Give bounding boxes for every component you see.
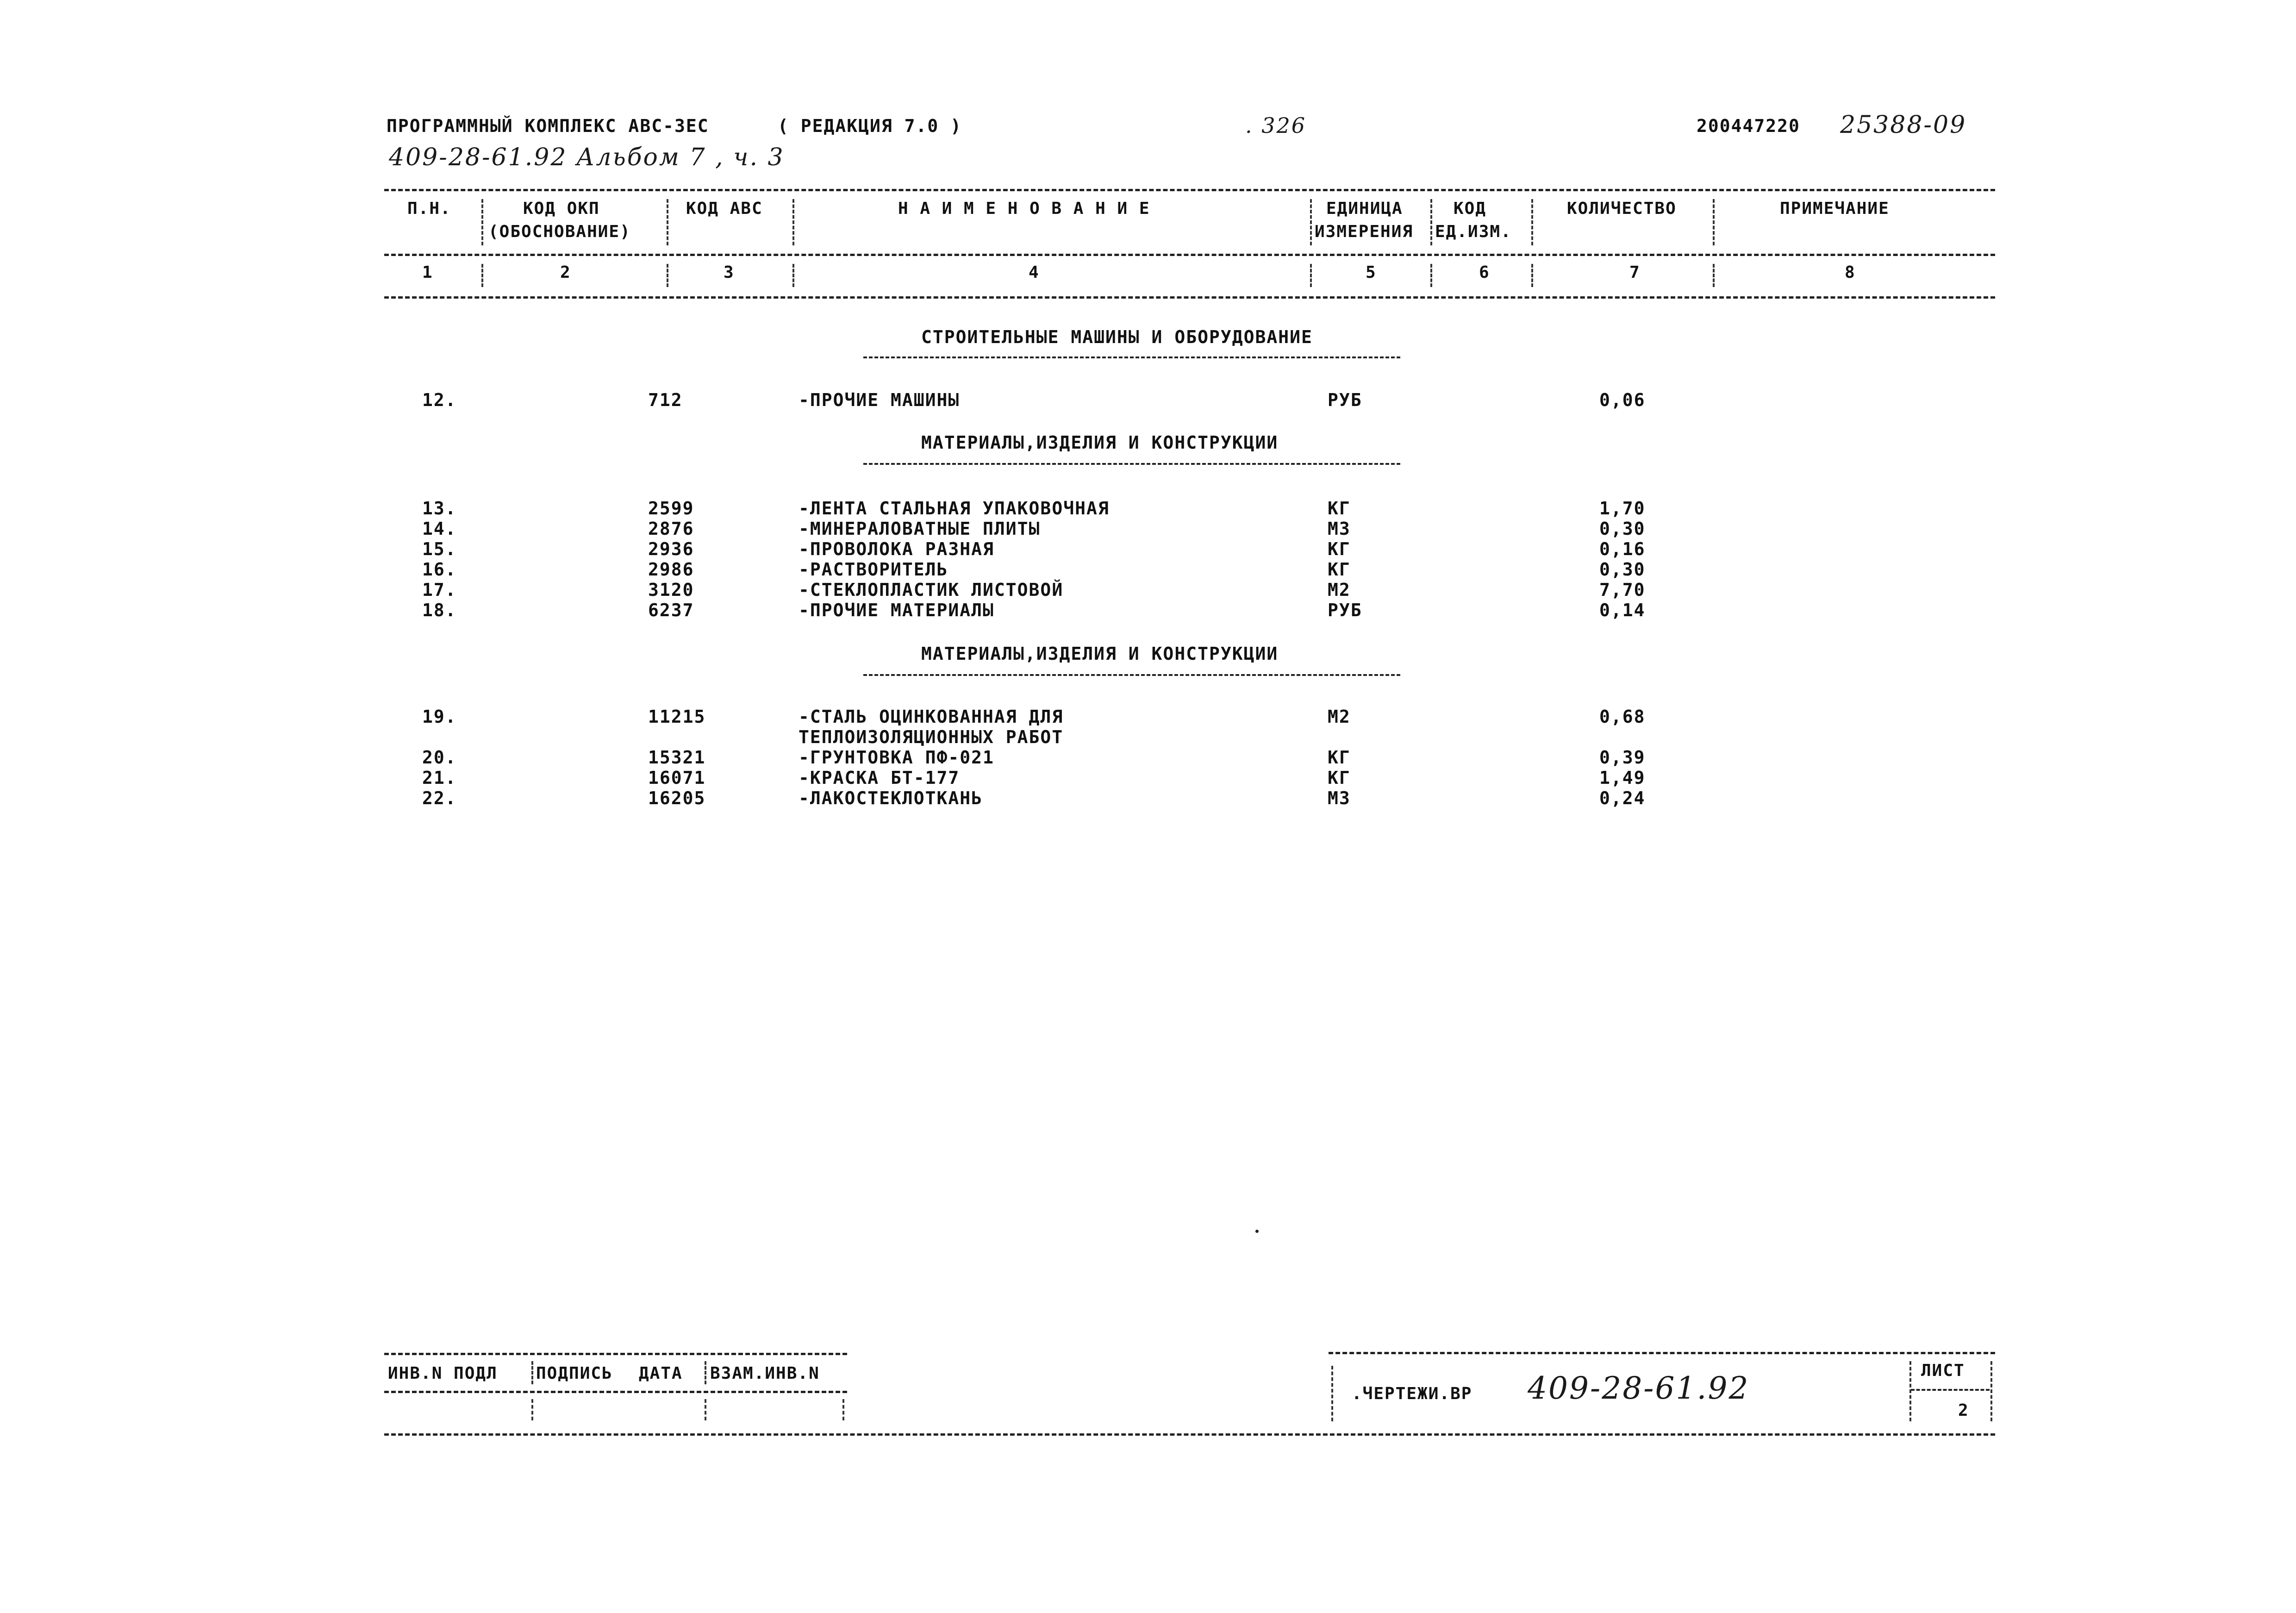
col-header-note: ПРИМЕЧАНИЕ <box>1780 199 1890 218</box>
row-pn: 21. <box>422 768 457 788</box>
row-abc-code: 6237 <box>648 600 694 620</box>
row-name: -ГРУНТОВКА ПФ-021 <box>799 747 994 768</box>
col-header-quantity: КОЛИЧЕСТВО <box>1567 199 1677 218</box>
row-abc-code: 2599 <box>648 498 694 519</box>
col-number: 8 <box>1845 263 1856 282</box>
row-unit: М2 <box>1328 580 1351 600</box>
col-separator <box>667 264 668 287</box>
stamp-rule-bottom <box>384 1433 1995 1436</box>
row-name: -ЛАКОСТЕКЛОТКАНЬ <box>799 788 983 808</box>
stamp-separator <box>531 1361 533 1384</box>
stamp-separator <box>531 1399 533 1420</box>
row-abc-code: 11215 <box>648 706 706 727</box>
row-pn: 13. <box>422 498 457 519</box>
row-name: -СТЕКЛОПЛАСТИК ЛИСТОВОЙ <box>799 580 1064 600</box>
stamp-drawings-label: .ЧЕРТЕЖИ.ВР <box>1352 1384 1472 1403</box>
header-rule-top <box>384 189 1995 191</box>
stamp-sheet-label: ЛИСТ <box>1921 1361 1965 1380</box>
scan-dot <box>1255 1230 1259 1233</box>
row-unit: М3 <box>1328 788 1351 808</box>
page-number: . 326 <box>1245 113 1307 138</box>
stamp-rule <box>384 1391 847 1393</box>
section-underline <box>863 674 1400 676</box>
section-title: МАТЕРИАЛЫ,ИЗДЕЛИЯ И КОНСТРУКЦИИ <box>921 432 1279 453</box>
row-pn: 17. <box>422 580 457 600</box>
row-quantity: 0,14 <box>1599 600 1646 620</box>
col-header-unit: ЕДИНИЦА <box>1326 199 1403 218</box>
section-title: СТРОИТЕЛЬНЫЕ МАШИНЫ И ОБОРУДОВАНИЕ <box>921 327 1313 347</box>
col-number: 5 <box>1366 263 1377 282</box>
row-unit: М3 <box>1328 519 1351 539</box>
col-header-unit-code: КОД <box>1454 199 1487 218</box>
stamp-label-inv-orig: ИНВ.N ПОДЛ <box>388 1364 498 1383</box>
row-pn: 22. <box>422 788 457 808</box>
col-number: 2 <box>560 263 571 282</box>
album-note-handwritten: 409-28-61.92 Альбом 7 , ч. 3 <box>389 144 785 171</box>
col-separator <box>481 264 483 287</box>
document-code: 200447220 <box>1697 116 1800 136</box>
row-unit: КГ <box>1328 539 1351 559</box>
stamp-separator <box>842 1399 844 1420</box>
col-separator <box>792 264 794 287</box>
row-abc-code: 2986 <box>648 559 694 580</box>
row-quantity: 0,24 <box>1599 788 1646 808</box>
row-pn: 18. <box>422 600 457 620</box>
col-header-abc-code: КОД АВС <box>686 199 763 218</box>
col-separator <box>1310 199 1312 245</box>
row-name-continuation: ТЕПЛОИЗОЛЯЦИОННЫХ РАБОТ <box>799 727 1064 747</box>
row-name: -КРАСКА БТ-177 <box>799 768 960 788</box>
row-pn: 14. <box>422 519 457 539</box>
stamp-label-replaced-inv: ВЗАМ.ИНВ.N <box>710 1364 820 1383</box>
row-name: -РАСТВОРИТЕЛЬ <box>799 559 948 580</box>
row-pn: 12. <box>422 390 457 410</box>
row-name: -ПРОЧИЕ МАШИНЫ <box>799 390 960 410</box>
col-separator <box>792 199 794 245</box>
row-quantity: 0,06 <box>1599 390 1646 410</box>
col-number: 7 <box>1629 263 1641 282</box>
row-quantity: 0,30 <box>1599 559 1646 580</box>
col-separator <box>1713 264 1715 287</box>
col-number: 1 <box>422 263 433 282</box>
col-separator <box>1713 199 1715 245</box>
row-pn: 15. <box>422 539 457 559</box>
row-quantity: 7,70 <box>1599 580 1646 600</box>
program-title: ПРОГРАММНЫЙ КОМПЛЕКС АВС-3ЕС <box>387 116 709 136</box>
row-unit: КГ <box>1328 768 1351 788</box>
col-header-okp-basis: (ОБОСНОВАНИЕ) <box>488 222 631 241</box>
row-unit: М2 <box>1328 706 1351 727</box>
document-code-handwritten: 25388-09 <box>1840 111 1967 139</box>
row-unit: КГ <box>1328 559 1351 580</box>
row-quantity: 0,68 <box>1599 706 1646 727</box>
col-separator <box>1430 199 1432 245</box>
row-unit: КГ <box>1328 747 1351 768</box>
row-pn: 19. <box>422 706 457 727</box>
stamp-separator <box>1990 1361 1992 1421</box>
stamp-separator <box>705 1361 706 1384</box>
row-name: -МИНЕРАЛОВАТНЫЕ ПЛИТЫ <box>799 519 1041 539</box>
section-underline <box>863 463 1400 465</box>
stamp-label-signature: ПОДПИСЬ <box>536 1364 613 1383</box>
row-name: -СТАЛЬ ОЦИНКОВАННАЯ ДЛЯ <box>799 706 1064 727</box>
col-separator <box>1430 264 1432 287</box>
header-rule-bottom <box>384 296 1995 299</box>
stamp-drawings-code-handwritten: 409-28-61.92 <box>1528 1370 1750 1406</box>
row-unit: РУБ <box>1328 600 1362 620</box>
stamp-rule <box>384 1353 847 1355</box>
col-separator <box>667 199 668 245</box>
row-abc-code: 712 <box>648 390 683 410</box>
row-unit: РУБ <box>1328 390 1362 410</box>
row-abc-code: 3120 <box>648 580 694 600</box>
col-header-unit-code-measure: ЕД.ИЗМ. <box>1435 222 1512 241</box>
row-quantity: 1,49 <box>1599 768 1646 788</box>
edition-label: ( РЕДАКЦИЯ 7.0 ) <box>778 116 962 136</box>
stamp-label-date: ДАТА <box>639 1364 683 1383</box>
stamp-sheet-number: 2 <box>1958 1401 1969 1420</box>
row-name: -ПРОВОЛОКА РАЗНАЯ <box>799 539 994 559</box>
col-separator <box>1531 199 1533 245</box>
row-quantity: 1,70 <box>1599 498 1646 519</box>
row-pn: 20. <box>422 747 457 768</box>
col-header-unit-measure: ИЗМЕРЕНИЯ <box>1315 222 1414 241</box>
col-header-okp: КОД ОКП <box>523 199 600 218</box>
row-quantity: 0,39 <box>1599 747 1646 768</box>
col-separator <box>1310 264 1312 287</box>
row-quantity: 0,30 <box>1599 519 1646 539</box>
row-pn: 16. <box>422 559 457 580</box>
col-header-name: Н А И М Е Н О В А Н И Е <box>898 199 1150 218</box>
col-number: 6 <box>1479 263 1490 282</box>
col-number: 4 <box>1029 263 1040 282</box>
col-separator <box>481 199 483 245</box>
row-name: -ЛЕНТА СТАЛЬНАЯ УПАКОВОЧНАЯ <box>799 498 1110 519</box>
row-abc-code: 16071 <box>648 768 706 788</box>
section-underline <box>863 356 1400 358</box>
stamp-separator <box>1909 1361 1911 1421</box>
header-rule-middle <box>384 254 1995 256</box>
col-header-pn: П.Н. <box>407 199 451 218</box>
stamp-separator <box>1331 1366 1333 1421</box>
col-separator <box>1531 264 1533 287</box>
stamp-rule <box>1329 1352 1995 1354</box>
col-number: 3 <box>724 263 735 282</box>
stamp-separator <box>705 1399 706 1420</box>
row-abc-code: 2936 <box>648 539 694 559</box>
row-abc-code: 2876 <box>648 519 694 539</box>
row-abc-code: 16205 <box>648 788 706 808</box>
row-abc-code: 15321 <box>648 747 706 768</box>
row-quantity: 0,16 <box>1599 539 1646 559</box>
row-unit: КГ <box>1328 498 1351 519</box>
row-name: -ПРОЧИЕ МАТЕРИАЛЫ <box>799 600 994 620</box>
section-title: МАТЕРИАЛЫ,ИЗДЕЛИЯ И КОНСТРУКЦИИ <box>921 644 1279 664</box>
stamp-rule <box>1911 1389 1990 1391</box>
